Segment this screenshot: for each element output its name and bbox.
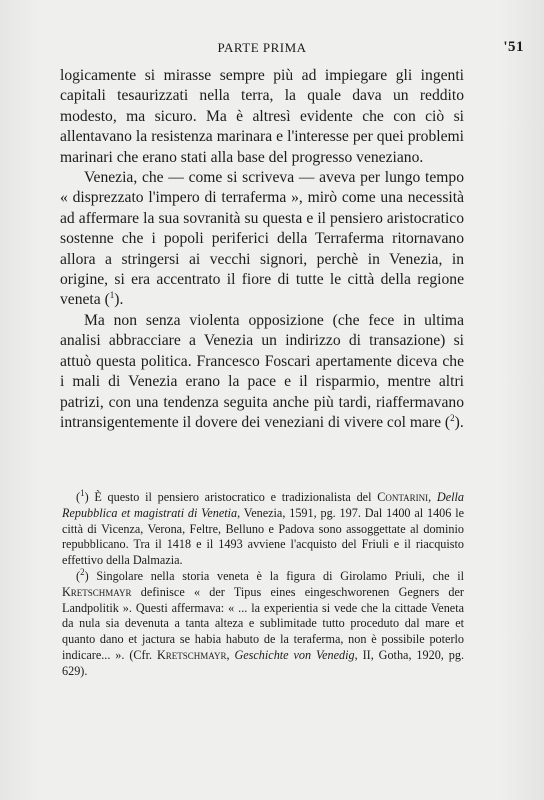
footnote-ref-2: 2 <box>450 412 455 423</box>
footnote-2: ($^2$) Singolare nella storia veneta è la figura di Girolamo Priuli, che il Kretschmayr definisce « der Tipus eines eingeschworenen Gegners der Landpolitik ». Questi affermava: « ... la experientia si vede che la cittade Veneta da nula sia devenuta a tanta alteza e sublimitade tutto proceduto dal mare et quanto dano et jactura se habia habuto de la teraferma, non è possibile poterlo indicare... ». (Cfr. Kretschmayr, Geschichte von Venedig, II, Gotha, 1920, pg. 629). <box>62 566 464 678</box>
footnote-1-text-c: , Venezia, 1591, pg. 197. Dal 1400 al 1406 le città di Vicenza, Verona, Feltre, Belluno e Padova sono assoggettate al dominio repubblicano. Tra il 1418 e il 1493 avviene l'acquisto del Friuli e il riacquisto effettivo della Dalmazia. <box>62 505 464 568</box>
running-head: PARTE PRIMA <box>217 40 307 55</box>
footnote-2-author-2: Kretschmayr <box>156 647 227 662</box>
footnote-1-text-a: ) È questo il pensiero aristocratico e tradizionalista del <box>84 490 378 504</box>
footnote-2-text-b: definisce « der Tipus eines eingeschworenen Gegners der Landpolitik ». Questi affermava: « ... la experientia si vede che la cittade Veneta da nula sia devenuta a tanta alteza e sublimitade tutto proceduto dal mare et quanto dano et jactura se habia habuto de la teraferma, non è possibile poterlo indicare... ». (Cfr. <box>62 584 464 662</box>
footnote-1-author: Contarini <box>377 490 429 504</box>
page-number: '51 <box>503 39 524 55</box>
footnote-2-text-c: , <box>226 647 235 662</box>
paragraph-2 <box>60 168 464 311</box>
paragraph-3-end: ). <box>454 413 464 431</box>
footnotes <box>62 487 464 680</box>
paragraph-3-text: Ma non senza violenta opposizione (che fece in ultima analisi abbracciare a Venezia un indirizzo di transazione) si attuò questa politica. Francesco Foscari apertamente diceva che i mali di Venezia erano la pace e il risparmio, mentre altri patrizi, con una tendenza seguita anche più tardi, riaffermavano intransigentemente il dovere dei veneziani di vivere col mare ( <box>60 311 464 431</box>
paragraph-2-text: Venezia, che — come si scriveva — aveva per lungo tempo « disprezzato l'impero di terraferma », mirò come una necessità ad affermare la sua sovranità su questa e il pensiero aristocratico sostenne che i popoli periferici della Terraferma ritornavano allora a stringersi ai vecchi signori, perchè in Venezia, in origine, si era accentrato il fiore di tutte le città della regione veneta ( <box>60 169 464 309</box>
footnote-1: ($^1$) È questo il pensiero aristocratico e tradizionalista del Contarini, Della Repubblica et magistrati di Venetia, Venezia, 1591, pg. 197. Dal 1400 al 1406 le città di Vicenza, Verona, Feltre, Belluno e Padova sono assoggettate al dominio repubblicano. Tra il 1418 e il 1493 avviene l'acquisto del Friuli e il riacquisto effettivo della Dalmazia. <box>62 487 464 568</box>
body-text <box>60 66 464 433</box>
footnote-2-title: Geschichte von Venedig <box>234 647 355 662</box>
paragraph-2-end: ). <box>114 291 124 309</box>
page-header <box>60 36 524 56</box>
footnote-2-text-a: ) Singolare nella storia veneta è la figura di Girolamo Priuli, che il <box>84 568 464 583</box>
paragraph-1 <box>60 66 464 168</box>
paragraph-1-text: logicamente si mirasse sempre più ad impiegare gli ingenti capitali tesaurizzati nella terra, la quale dava un reddito modesto, ma sicuro. Ma è altresì evidente che con ciò si allentavano la resistenza marinara e l'interesse per quei problemi marinari che erano stati alla base del progresso veneziano. <box>60 67 464 166</box>
footnote-1-mark: 1 <box>80 487 85 498</box>
footnote-1-text-b: , <box>428 490 437 504</box>
footnote-2-text-d: , II, Gotha, 1920, pg. 629). <box>62 647 464 678</box>
footnote-2-mark: 2 <box>80 566 85 577</box>
footnote-1-title: Della Repubblica et magistrati di Venetia <box>62 490 464 520</box>
footnote-2-author: Kretschmayr <box>62 584 132 599</box>
paragraph-3 <box>60 311 464 433</box>
footnote-ref-1: 1 <box>109 290 115 301</box>
